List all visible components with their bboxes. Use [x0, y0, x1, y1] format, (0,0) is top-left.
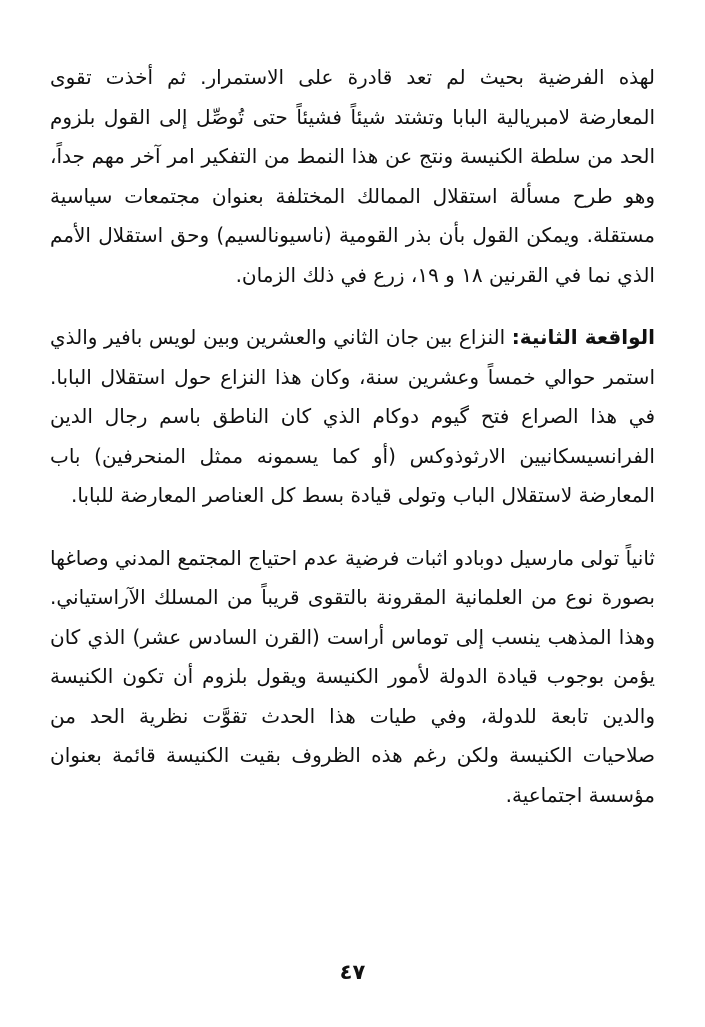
- paragraph-3: [50, 539, 655, 816]
- paragraph-2-text: النزاع بين جان الثاني والعشرين وبين لويس بافير والذي استمر حوالي خمساً وعشرين سنة، وكان هذا النزاع حول استقلال البابا. في هذا الصراع فتح گيوم دوكام الذي كان الناطق باسم رجال الدين الفرانسيسكانيين الارثوذوكس (أو كما يسمونه ممثل المنحرفين) باب المعارضة لاستقلال الباب وتولى قيادة بسط كل العناصر المعارضة للبابا.: [50, 325, 655, 507]
- body-text: [50, 58, 655, 815]
- page-number: ٤٧: [339, 960, 366, 984]
- paragraph-1-text: لهذه الفرضية بحيث لم تعد قادرة على الاستمرار. ثم أخذت تقوى المعارضة لامبريالية البابا وتشتد شيئاً فشيئاً حتى تُوصِّل إلى القول بلزوم الحد من سلطة الكنيسة ونتج عن هذا النمط من التفكير امر آخر مهم جداً، وهو طرح مسألة استقلال الممالك المختلفة بعنوان مجتمعات سياسية مستقلة. ويمكن القول بأن بذر القومية (ناسيونالسيم) وحق استقلال الأمم الذي نما في القرنين ١٨ و ١٩، زرع في ذلك الزمان.: [50, 65, 655, 287]
- paragraph-3-text: ثانياً تولى مارسيل دوبادو اثبات فرضية عدم احتياج المجتمع المدني وصاغها بصورة نوع من العلمانية المقرونة بالتقوى قريباً من المسلك الآراستياني. وهذا المذهب ينسب إلى توماس أراست (القرن السادس عشر) الذي كان يؤمن بوجوب قيادة الدولة لأمور الكنيسة ويقول بلزوم أن تكون الكنيسة والدين تابعة للدولة، وفي طيات هذا الحدث تقوَّت نظرية الحد من صلاحيات الكنيسة ولكن رغم هذه الظروف بقيت الكنيسة قائمة بعنوان مؤسسة اجتماعية.: [50, 545, 655, 807]
- paragraph-2-heading: الواقعة الثانية:: [511, 325, 656, 349]
- paragraph-1: [50, 58, 655, 295]
- paragraph-2: [50, 318, 655, 516]
